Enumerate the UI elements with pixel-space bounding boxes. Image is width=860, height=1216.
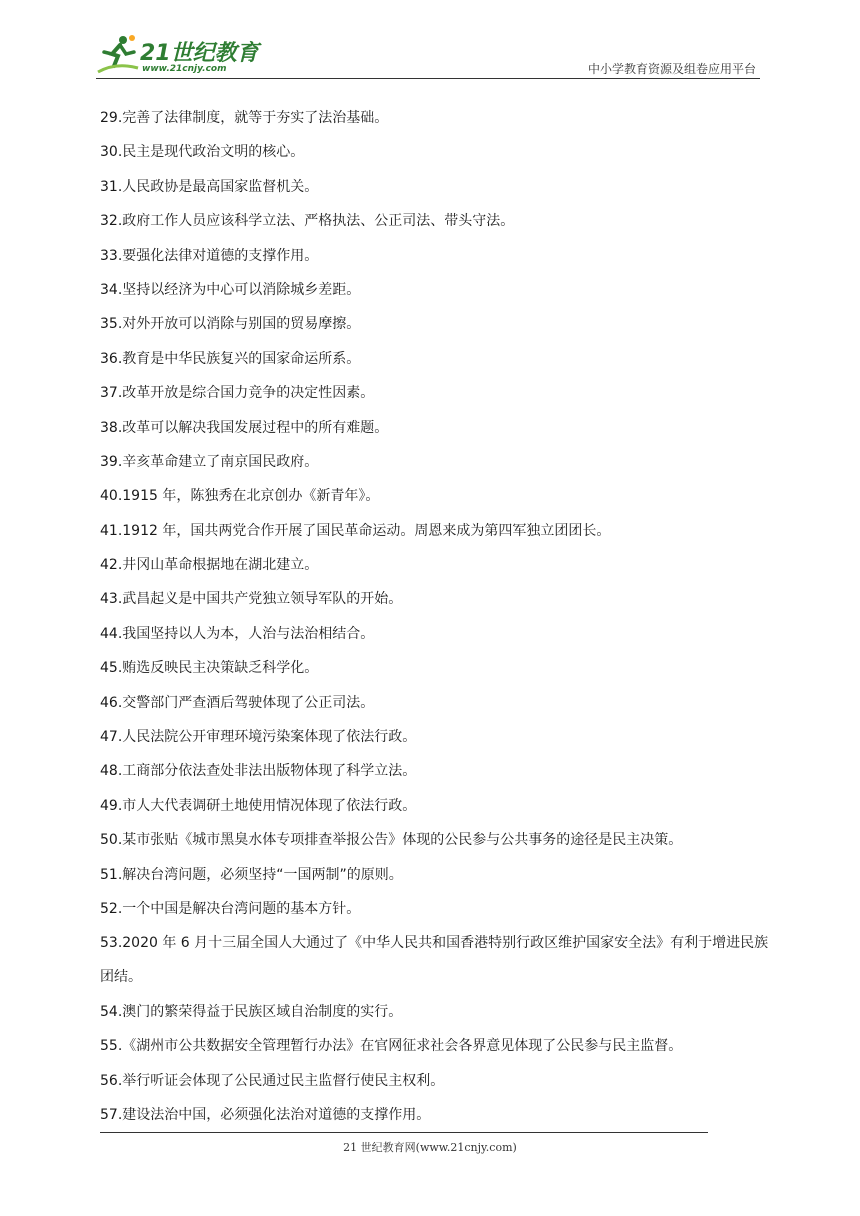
list-item: 38.改革可以解决我国发展过程中的所有难题。: [100, 419, 389, 436]
footer-divider: [100, 1132, 708, 1133]
footer-copyright[interactable]: 21 世纪教育网(www.21cnjy.com): [343, 1141, 517, 1154]
list-item: 46.交警部门严查酒后驾驶体现了公正司法。: [100, 694, 375, 711]
list-item: 54.澳门的繁荣得益于民族区域自治制度的实行。: [100, 1003, 403, 1020]
list-item: 57.建设法治中国，必须强化法治对道德的支撑作用。: [100, 1106, 431, 1123]
list-item: 39.辛亥革命建立了南京国民政府。: [100, 453, 319, 470]
logo-text: 21世纪教育: [140, 41, 259, 66]
list-item: 53.2020 年 6 月十三届全国人大通过了《中华人民共和国香港特别行政区维护国家安全法》有利于增进民族团结。: [100, 935, 769, 986]
site-logo[interactable]: [96, 28, 266, 80]
list-item: 47.人民法院公开审理环境污染案体现了依法行政。: [100, 729, 417, 746]
list-item: 32.政府工作人员应该科学立法、严格执法、公正司法、带头守法。: [100, 213, 515, 230]
list-item: 48.工商部分依法查处非法出版物体现了科学立法。: [100, 763, 417, 780]
logo-url: www.21cnjy.com: [142, 64, 227, 74]
header-divider: [96, 78, 760, 79]
list-item: 40.1915 年，陈独秀在北京创办《新青年》。: [100, 488, 380, 505]
header-platform-name: 中小学教育资源及组卷应用平台: [587, 62, 756, 76]
list-item: 31.人民政协是最高国家监督机关。: [100, 178, 319, 195]
runner-logo-icon: [96, 32, 140, 76]
list-item: 50.某市张贴《城市黑臭水体专项排查举报公告》体现的公民参与公共事务的途径是民主决策。: [100, 832, 683, 849]
list-item: 52.一个中国是解决台湾问题的基本方针。: [100, 900, 361, 917]
page-header: [96, 28, 760, 80]
list-item: 35.对外开放可以消除与别国的贸易摩擦。: [100, 316, 361, 333]
list-item: 43.武昌起义是中国共产党独立领导军队的开始。: [100, 591, 403, 608]
list-item: 44.我国坚持以人为本，人治与法治相结合。: [100, 625, 375, 642]
list-item: 29.完善了法律制度，就等于夯实了法治基础。: [100, 110, 389, 126]
list-item: 33.要强化法律对道德的支撑作用。: [100, 247, 319, 264]
list-item: 56.举行听证会体现了公民通过民主监督行使民主权利。: [100, 1072, 445, 1089]
question-list: [100, 108, 770, 1139]
list-item: 55.《湖州市公共数据安全管理暂行办法》在官网征求社会各界意见体现了公民参与民主监督。: [100, 1038, 683, 1055]
list-item: 45.贿选反映民主决策缺乏科学化。: [100, 660, 319, 677]
list-item: 51.解决台湾问题，必须坚持“一国两制”的原则。: [100, 866, 403, 883]
list-item: 37.改革开放是综合国力竞争的决定性因素。: [100, 385, 375, 402]
list-item: 42.井冈山革命根据地在湖北建立。: [100, 557, 319, 574]
list-item: 36.教育是中华民族复兴的国家命运所系。: [100, 350, 361, 367]
list-item: 34.坚持以经济为中心可以消除城乡差距。: [100, 281, 361, 298]
list-item: 49.市人大代表调研土地使用情况体现了依法行政。: [100, 797, 417, 814]
list-item: 30.民主是现代政治文明的核心。: [100, 144, 305, 161]
list-item: 41.1912 年，国共两党合作开展了国民革命运动。周恩来成为第四军独立团团长。: [100, 522, 611, 539]
